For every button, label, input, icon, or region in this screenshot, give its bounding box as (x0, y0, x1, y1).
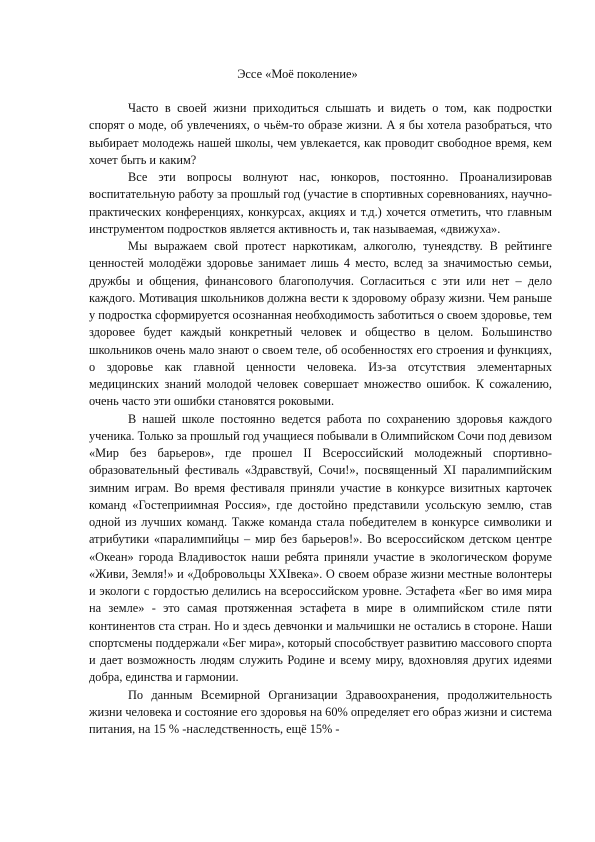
paragraph-2: Все эти вопросы волнуют нас, юнкоров, постоянно. Проанализировав воспитательную работу за прошлый год (участие в спортивных соревнованиях, научно-практических конференциях, конкурсах, акциях и т.д.) хочется отметить, что главным инструментом подростков является активность и, так называемая, «движуха». (89, 170, 552, 236)
document-body (89, 100, 552, 738)
document-title: Эссе «Моё поколение» (237, 67, 358, 81)
paragraph-1: Часто в своей жизни приходиться слышать и видеть о том, как подростки спорят о моде, об увлечениях, о чьём-то образе жизни. А я бы хотела разобраться, что выбирает молодежь нашей школы, чем увлекается, как проводит свободное время, кем хочет быть и каким? (89, 101, 552, 167)
paragraph-3: Мы выражаем свой протест наркотикам, алкоголю, тунеядству. В рейтинге ценностей молодёжи здоровье занимает лишь 4 место, вслед за значимостью семьи, дружбы и общения, финансового благополучия. Согласиться с эти или нет – дело каждого. Мотивация школьников должна вести к здоровому образу жизни. Чем раньше у подростка сформируется осознанная необходимость заботиться о своем здоровье, тем здоровее будет каждый конкретный человек и общество в целом. Большинство школьников очень мало знают о своем теле, об особенностях его строения и функциях, о здоровье как главной ценности человека. Из-за отсутствия элементарных медицинских знаний молодой человек совершает множество ошибок. К сожалению, очень часто эти ошибки становятся роковыми. (89, 239, 552, 409)
paragraph-5: По данным Всемирной Организации Здравоохранения, продолжительность жизни человека и состояние его здоровья на 60% определяет его образ жизни и система питания, на 15 % -наследственность, ещё 15% - (89, 687, 552, 736)
paragraph-4: В нашей школе постоянно ведется работа по сохранению здоровья каждого ученика. Только за прошлый год учащиеся побывали в Олимпийском Сочи под девизом «Мир без барьеров», где прошел II Всероссийский молодежный спортивно-образовательный фестиваль «Здравствуй, Сочи!», посвященный XI паралимпийским зимним играм. Во время фестиваля приняли участие в конкурсе визитных карточек команд «Гостеприимная Россия», где достойно представили усольскую землю, став одной из лучших команд. Также команда стала победителем в конкурсе символики и атрибутики «паралимпийцы – мир без барьеров!». Во всероссийском детском центре «Океан» города Владивосток наши ребята приняли участие в экологическом форуме «Живи, Земля!» и «Добровольцы XXIвека». О своем образе жизни местные волонтеры и экологи с гордостью делились на всероссийском уровне. Эстафета «Бег во имя мира на земле» - это самая протяженная эстафета в мире в олимпийском стиле пяти континентов ста стран. Но и здесь девчонки и мальчишки не остались в стороне. Наши спортсмены поддержали «Бег мира», который способствует развитию массового спорта и дает возможность людям служить Родине и всему миру, вдохновляя других идеями добра, единства и гармонии. (89, 411, 552, 685)
